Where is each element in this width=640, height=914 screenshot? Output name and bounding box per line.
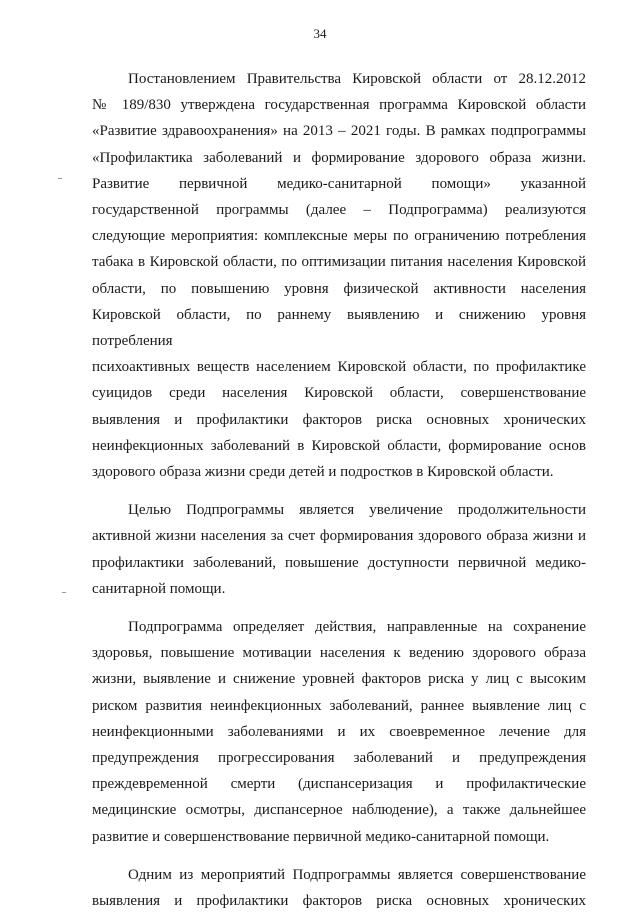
text-line: профилактики заболеваний, повышение доступности первичной медико- — [92, 554, 586, 571]
paragraph-4 — [92, 862, 586, 914]
text-line: табака в Кировской области, по оптимизации питания населения Кировской — [92, 254, 586, 271]
text-line: № 189/830 утверждена государственная программа Кировской области — [92, 97, 586, 114]
text-line: санитарной помощи. — [92, 580, 226, 597]
scan-mark — [58, 178, 62, 179]
text-line: области, по повышению уровня физической активности населения — [92, 280, 586, 297]
text-line: жизни, выявление и снижение уровней факторов риска у лиц с высоким — [92, 671, 586, 688]
text-line: следующие мероприятия: комплексные меры по ограничению потребления — [92, 228, 586, 245]
text-line: государственной программы (далее – Подпрограмма) реализуются — [92, 202, 586, 219]
text-line: «Профилактика заболеваний и формирование здорового образа жизни. — [92, 149, 586, 166]
text-line: Развитие первичной медико-санитарной помощи» указанной — [92, 175, 586, 192]
text-line: психоактивных веществ населением Кировской области, по профилактике — [92, 359, 586, 376]
paragraph-3 — [92, 614, 586, 850]
text-line: неинфекционных заболеваний в Кировской области, формирование основ — [92, 437, 586, 454]
text-line: предупреждения прогрессирования заболеваний и предупреждения — [92, 750, 586, 767]
text-line: риском развития неинфекционных заболеваний, раннее выявление лиц с — [92, 697, 586, 714]
text-line: выявления и профилактики факторов риска основных хронических — [92, 411, 586, 428]
text-line: здорового образа жизни среди детей и подростков в Кировской области. — [92, 464, 554, 481]
text-line: Целью Подпрограммы является увеличение продолжительности — [128, 502, 586, 519]
text-line: активной жизни населения за счет формирования здорового образа жизни и — [92, 528, 586, 545]
text-line: суицидов среди населения Кировской области, совершенствование — [92, 385, 586, 402]
text-line: неинфекционными заболеваниями и их своевременное лечение для — [92, 723, 586, 740]
text-line: Одним из мероприятий Подпрограммы является совершенствование — [128, 866, 586, 883]
scan-mark — [62, 592, 66, 593]
text-line: преждевременной смерти (диспансеризация и профилактические — [92, 776, 586, 793]
text-line: Постановлением Правительства Кировской области от 28.12.2012 — [128, 71, 586, 87]
text-line: медицинские осмотры, диспансерное наблюдение), а также дальнейшее — [92, 802, 586, 819]
text-line: «Развитие здравоохранения» на 2013 – 2021 годы. В рамках подпрограммы — [92, 123, 586, 140]
text-line: развитие и совершенствование первичной медико-санитарной помощи. — [92, 828, 550, 845]
text-line: здоровья, повышение мотивации населения к ведению здорового образа — [92, 645, 586, 662]
paragraph-2 — [92, 497, 586, 602]
text-line: выявления и профилактики факторов риска основных хронических — [92, 893, 586, 910]
text-line: Кировской области, по раннему выявлению и снижению уровня потребления — [92, 306, 586, 350]
paragraph-1 — [92, 66, 586, 485]
document-body — [92, 66, 586, 914]
text-line: Подпрограмма определяет действия, направленные на сохранение — [128, 619, 586, 636]
page-number: 34 — [313, 26, 327, 41]
